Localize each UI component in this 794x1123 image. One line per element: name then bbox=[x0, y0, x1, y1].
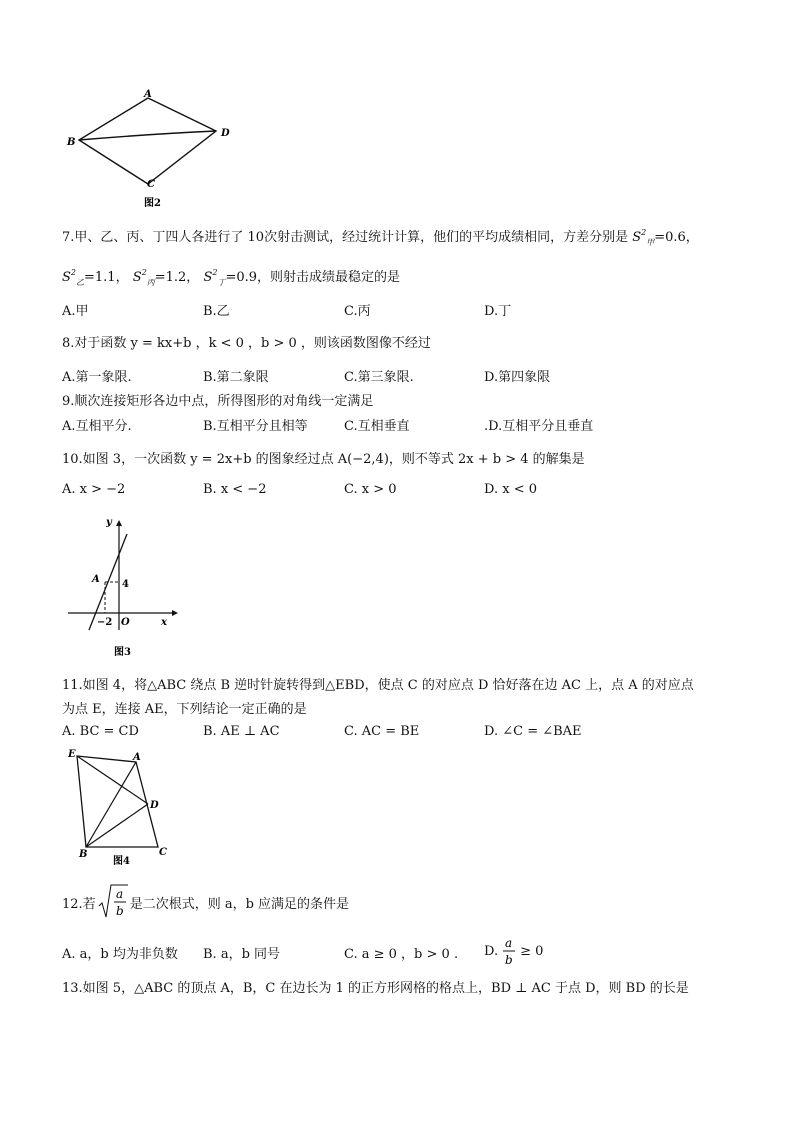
frac-top: a bbox=[115, 887, 123, 901]
question-7-line-2 bbox=[62, 266, 400, 285]
q9-option-c[interactable]: C.互相垂直 bbox=[344, 419, 410, 434]
figure-4 bbox=[62, 746, 182, 870]
fraction-a-over-b bbox=[501, 934, 517, 968]
q8-option-c[interactable]: C.第三象限. bbox=[344, 370, 414, 385]
label-b: B bbox=[79, 849, 88, 860]
q10-option-d[interactable]: D. x < 0 bbox=[484, 482, 537, 497]
figure-2-caption: 图2 bbox=[144, 198, 161, 209]
label-x: x bbox=[161, 617, 167, 628]
segment-ed bbox=[77, 756, 148, 804]
figure-4-caption: 图4 bbox=[113, 856, 130, 867]
q12-option-d-label: D. bbox=[484, 943, 499, 959]
segment-bd bbox=[86, 804, 148, 847]
s-ding-symbol: $S^2_丁$ bbox=[203, 268, 226, 287]
q7-option-b[interactable]: B.乙 bbox=[203, 304, 230, 319]
question-11-line-1: 11.如图 4，将△ABC 绕点 B 逆时针旋转得到△EBD，使点 C 的对应点 D 恰好落在边 AC 上，点 A 的对应点 bbox=[62, 678, 694, 693]
diagonal-bd bbox=[79, 131, 216, 140]
segment-ba bbox=[86, 762, 136, 847]
label-a: A bbox=[133, 752, 141, 763]
label-y: y bbox=[106, 517, 112, 528]
label-4: 4 bbox=[122, 579, 129, 590]
q8-option-a[interactable]: A.第一象限. bbox=[62, 370, 132, 385]
q12-suffix: 是二次根式，则 a，b 应满足的条件是 bbox=[129, 896, 350, 912]
svg-text:a: a bbox=[505, 936, 513, 950]
q7-option-c[interactable]: C.丙 bbox=[344, 304, 371, 319]
figure-2 bbox=[60, 88, 240, 212]
label-origin: O bbox=[121, 617, 130, 628]
q9-option-b[interactable]: B.互相平分且相等 bbox=[203, 419, 308, 434]
q12-option-a[interactable]: A. a，b 均为非负数 bbox=[62, 947, 178, 962]
y-axis-arrow bbox=[116, 520, 122, 526]
q12-option-d-suffix: ≥ 0 bbox=[520, 943, 544, 959]
question-10: 10.如图 3，一次函数 y = 2x+b 的图象经过点 A(−2,4)，则不等式 2x + b > 4 的解集是 bbox=[62, 452, 585, 467]
q7-option-a[interactable]: A.甲 bbox=[62, 304, 89, 319]
q8-option-b[interactable]: B.第二象限 bbox=[203, 370, 269, 385]
q12-option-c[interactable]: C. a ≥ 0 ，b > 0 . bbox=[344, 947, 459, 962]
s-bing-symbol: $S^2_丙$ bbox=[132, 268, 155, 287]
q9-option-d[interactable]: .D.互相平分且垂直 bbox=[484, 419, 594, 434]
q10-option-b[interactable]: B. x < −2 bbox=[203, 482, 267, 497]
label-b: B bbox=[67, 137, 76, 148]
q12-option-b[interactable]: B. a，b 同号 bbox=[203, 947, 281, 962]
s-jia-symbol: $S^2_甲$ bbox=[632, 228, 655, 247]
question-11-line-2: 为点 E，连接 AE，下列结论一定正确的是 bbox=[62, 702, 307, 717]
q11-option-b[interactable]: B. AE ⊥ AC bbox=[203, 724, 280, 739]
q7-text: 7.甲、乙、丙、丁四人各进行了 10次射击测试，经过统计计算，他们的平均成绩相同，方差分别是 bbox=[62, 230, 629, 245]
q11-option-c[interactable]: C. AC = BE bbox=[344, 724, 420, 739]
s-bing-value: =1.2， bbox=[154, 270, 200, 285]
label-e: E bbox=[68, 749, 76, 760]
s-jia-value: =0.6， bbox=[654, 230, 699, 245]
question-13: 13.如图 5，△ABC 的顶点 A，B，C 在边长为 1 的正方形网格的格点上，BD ⊥ AC 于点 D，则 BD 的长是 bbox=[62, 981, 689, 996]
label-d: D bbox=[221, 128, 230, 139]
quad-outline bbox=[79, 98, 216, 184]
s-yi-value: =1.1， bbox=[84, 270, 129, 285]
q11-option-d[interactable]: D. ∠C = ∠BAE bbox=[484, 724, 582, 739]
figure-3-caption: 图3 bbox=[114, 647, 131, 658]
x-axis-arrow bbox=[172, 610, 178, 616]
q12-prefix: 12.若 bbox=[62, 896, 96, 912]
q12-option-d[interactable] bbox=[484, 934, 543, 968]
label-a: A bbox=[144, 89, 152, 100]
label-minus2: −2 bbox=[97, 617, 113, 628]
svg-text:b: b bbox=[505, 953, 513, 967]
q10-option-c[interactable]: C. x > 0 bbox=[344, 482, 397, 497]
q10-option-a[interactable]: A. x > −2 bbox=[62, 482, 126, 497]
figure-3 bbox=[62, 512, 182, 662]
label-a: A bbox=[92, 574, 100, 585]
label-c: C bbox=[147, 179, 155, 190]
question-9: 9.顺次连接矩形各边中点，所得图形的对角线一定满足 bbox=[62, 394, 374, 409]
s-ding-value: =0.9，则射击成绩最稳定的是 bbox=[225, 270, 401, 285]
q11-option-a[interactable]: A. BC = CD bbox=[62, 724, 139, 739]
question-12 bbox=[62, 882, 349, 922]
q7-option-d[interactable]: D.丁 bbox=[484, 304, 512, 319]
question-7-line-1 bbox=[62, 226, 699, 245]
outline bbox=[77, 756, 158, 847]
sqrt-fraction bbox=[98, 882, 128, 922]
label-d: D bbox=[150, 800, 159, 811]
question-8: 8.对于函数 y = kx+b ，k < 0 ，b > 0 ，则该函数图像不经过 bbox=[62, 336, 431, 351]
q8-option-d[interactable]: D.第四象限 bbox=[484, 370, 551, 385]
frac-bot: b bbox=[115, 904, 124, 918]
s-yi-symbol: $S^2_乙$ bbox=[62, 268, 84, 287]
q9-option-a[interactable]: A.互相平分. bbox=[62, 419, 132, 434]
label-c: C bbox=[159, 847, 167, 858]
